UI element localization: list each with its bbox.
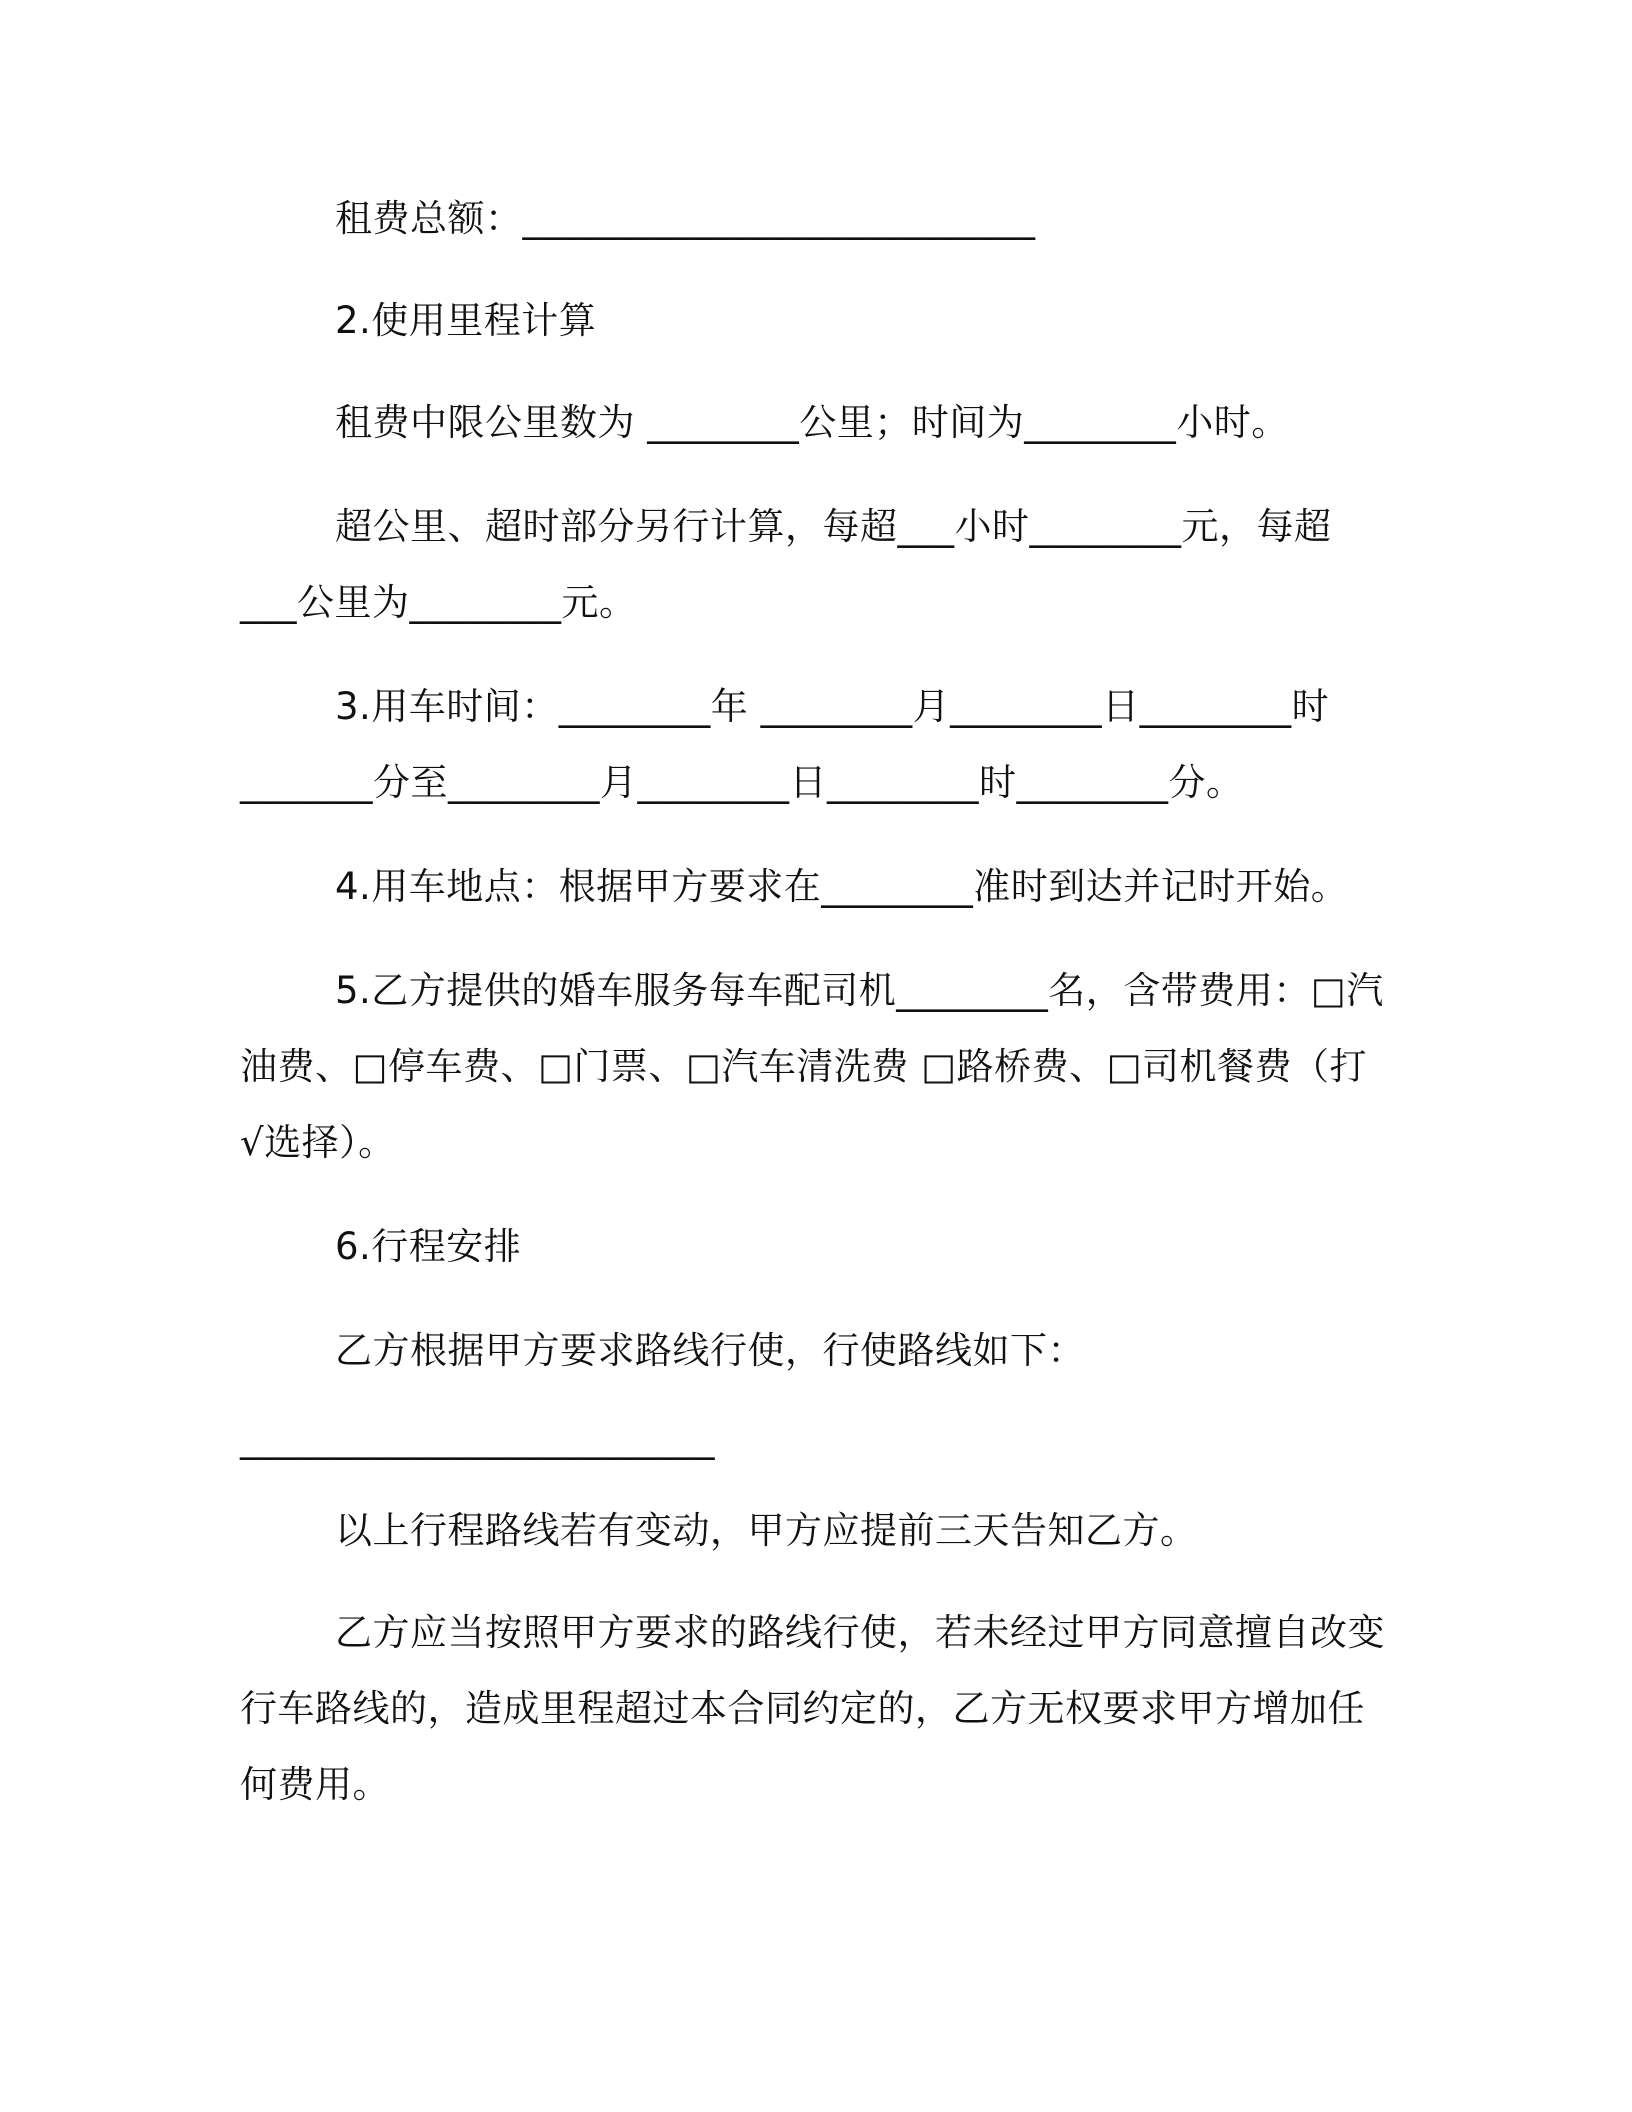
route-obligation-line-2: 行车路线的，造成里程超过本合同约定的，乙方无权要求甲方增加任 (240, 1687, 1365, 1730)
section-5-line-3: √选择）。 (240, 1121, 396, 1164)
mileage-limit-line: 租费中限公里数为 ________公里；时间为________小时。 (335, 401, 1289, 444)
section-3-line-1: 3.用车时间：________年 ________月________日________时 (335, 685, 1330, 728)
section-5-line-2: 油费、□停车费、□门票、□汽车清洗费 □路桥费、□司机餐费（打 (240, 1045, 1368, 1088)
overage-line-1: 超公里、超时部分另行计算，每超___小时________元，每超 (335, 505, 1332, 548)
route-intro-line: 乙方根据甲方要求路线行使，行使路线如下： (335, 1329, 1085, 1372)
route-change-notice: 以上行程路线若有变动，甲方应提前三天告知乙方。 (335, 1509, 1198, 1552)
section-6-heading: 6.行程安排 (335, 1225, 522, 1268)
route-blank-line: _________________________ (240, 1417, 715, 1460)
route-obligation-line-1: 乙方应当按照甲方要求的路线行使，若未经过甲方同意擅自改变 (335, 1611, 1385, 1654)
section-3-line-2: _______分至________月________日________时________分。 (240, 761, 1244, 804)
overage-line-2: ___公里为________元。 (240, 581, 637, 624)
section-2-heading: 2.使用里程计算 (335, 299, 597, 342)
rent-total-line: 租费总额：___________________________ (335, 197, 1036, 240)
section-5-line-1: 5.乙方提供的婚车服务每车配司机________名，含带费用：□汽 (335, 969, 1384, 1012)
route-obligation-line-3: 何费用。 (240, 1763, 390, 1806)
section-4-line: 4.用车地点：根据甲方要求在________准时到达并记时开始。 (335, 865, 1349, 908)
